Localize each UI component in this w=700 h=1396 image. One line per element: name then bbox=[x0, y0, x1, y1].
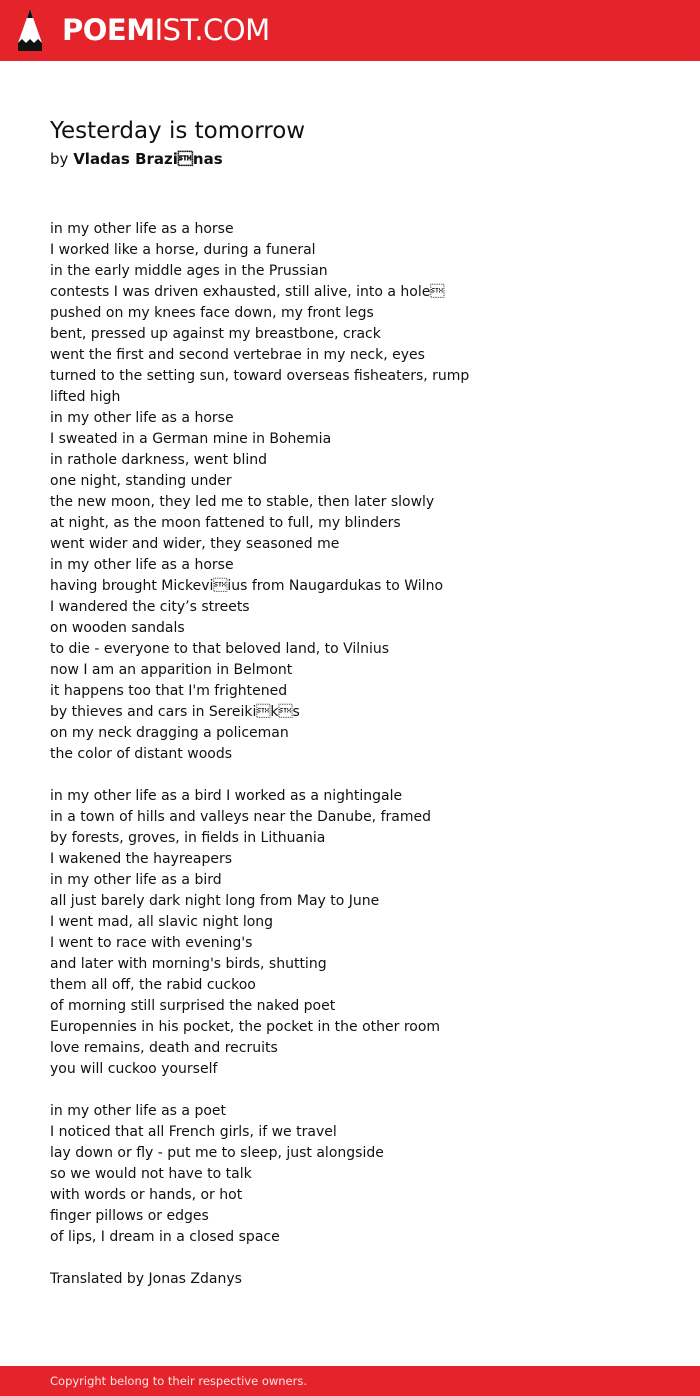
poem-line: of lips, I dream in a closed space bbox=[50, 1229, 280, 1245]
poem-line: love remains, death and recruits bbox=[50, 1040, 278, 1056]
by-label: by bbox=[50, 150, 69, 168]
poem-line: them all off, the rabid cuckoo bbox=[50, 977, 256, 993]
poem-line: and later with morning's birds, shutting bbox=[50, 956, 327, 972]
pencil-tip-icon bbox=[18, 9, 42, 51]
poem-line: of morning still surprised the naked poet bbox=[50, 998, 336, 1014]
poem-line: I wakened the hayreapers bbox=[50, 851, 233, 867]
poem-line: turned to the setting sun, toward overseas fisheaters, rump bbox=[50, 368, 470, 384]
site-header bbox=[0, 0, 700, 61]
poem-line: Translated by Jonas Zdanys bbox=[50, 1271, 242, 1287]
poem-line: in my other life as a horse bbox=[50, 410, 234, 426]
poem-title: Yesterday is tomorrow bbox=[50, 118, 306, 144]
poem-line: having brought Mickeviius from Naugardukas to Wilno bbox=[50, 578, 444, 594]
poem-body bbox=[50, 219, 670, 1290]
poem-line: the new moon, they led me to stable, then later slowly bbox=[50, 494, 435, 510]
poem-line: in the early middle ages in the Prussian bbox=[50, 263, 328, 279]
poem-line: it happens too that I'm frightened bbox=[50, 683, 288, 699]
site-logo-link[interactable] bbox=[62, 11, 270, 49]
poem-line: on my neck dragging a policeman bbox=[50, 725, 289, 741]
poem-line: in my other life as a horse bbox=[50, 221, 234, 237]
poem-line: I went to race with evening's bbox=[50, 935, 253, 951]
poem-line: I sweated in a German mine in Bohemia bbox=[50, 431, 332, 447]
stanza-break bbox=[50, 1248, 670, 1269]
poem-line: in my other life as a poet bbox=[50, 1103, 227, 1119]
poem-line: in my other life as a bird I worked as a nightingale bbox=[50, 788, 403, 804]
poem-line: you will cuckoo yourself bbox=[50, 1061, 218, 1077]
poem-line: so we would not have to talk bbox=[50, 1166, 252, 1182]
poem-line: with words or hands, or hot bbox=[50, 1187, 243, 1203]
stanza-break bbox=[50, 765, 670, 786]
poem-line: by forests, groves, in fields in Lithuania bbox=[50, 830, 326, 846]
poem-line: I worked like a horse, during a funeral bbox=[50, 242, 316, 258]
poem-line: by thieves and cars in Sereikiks bbox=[50, 704, 300, 720]
poem-line: on wooden sandals bbox=[50, 620, 185, 636]
poem-line: pushed on my knees face down, my front legs bbox=[50, 305, 374, 321]
poem-line: went the first and second vertebrae in my neck, eyes bbox=[50, 347, 425, 363]
logo-light-text: IST.COM bbox=[154, 13, 270, 47]
site-footer bbox=[0, 1366, 700, 1396]
poem-line: lay down or fly - put me to sleep, just alongside bbox=[50, 1145, 384, 1161]
poem-line: to die - everyone to that beloved land, to Vilnius bbox=[50, 641, 390, 657]
poem-line: the color of distant woods bbox=[50, 746, 233, 762]
poem-line: one night, standing under bbox=[50, 473, 232, 489]
poem-line: all just barely dark night long from May to June bbox=[50, 893, 380, 909]
poem-line: contests I was driven exhausted, still alive, into a hole bbox=[50, 284, 445, 300]
poem-line: I noticed that all French girls, if we travel bbox=[50, 1124, 337, 1140]
poem-line: went wider and wider, they seasoned me bbox=[50, 536, 340, 552]
stanza-break bbox=[50, 1080, 670, 1101]
poem-line: in a town of hills and valleys near the Danube, framed bbox=[50, 809, 431, 825]
poem-line: I went mad, all slavic night long bbox=[50, 914, 274, 930]
poem-line: in rathole darkness, went blind bbox=[50, 452, 268, 468]
poem-line: in my other life as a horse bbox=[50, 557, 234, 573]
poem-line: finger pillows or edges bbox=[50, 1208, 209, 1224]
logo-bold-text: POEM bbox=[62, 13, 155, 47]
poem-line: at night, as the moon fattened to full, my blinders bbox=[50, 515, 401, 531]
poem-byline bbox=[50, 149, 223, 169]
poem-line: Europennies in his pocket, the pocket in the other room bbox=[50, 1019, 441, 1035]
author-link[interactable]: Vladas Brazinas bbox=[73, 150, 223, 168]
poem-line: bent, pressed up against my breastbone, crack bbox=[50, 326, 381, 342]
copyright-text: Copyright belong to their respective owners. bbox=[50, 1374, 308, 1388]
poem-line: lifted high bbox=[50, 389, 121, 405]
poem-line: in my other life as a bird bbox=[50, 872, 222, 888]
poem-line: now I am an apparition in Belmont bbox=[50, 662, 293, 678]
poem-line: I wandered the city’s streets bbox=[50, 599, 250, 615]
